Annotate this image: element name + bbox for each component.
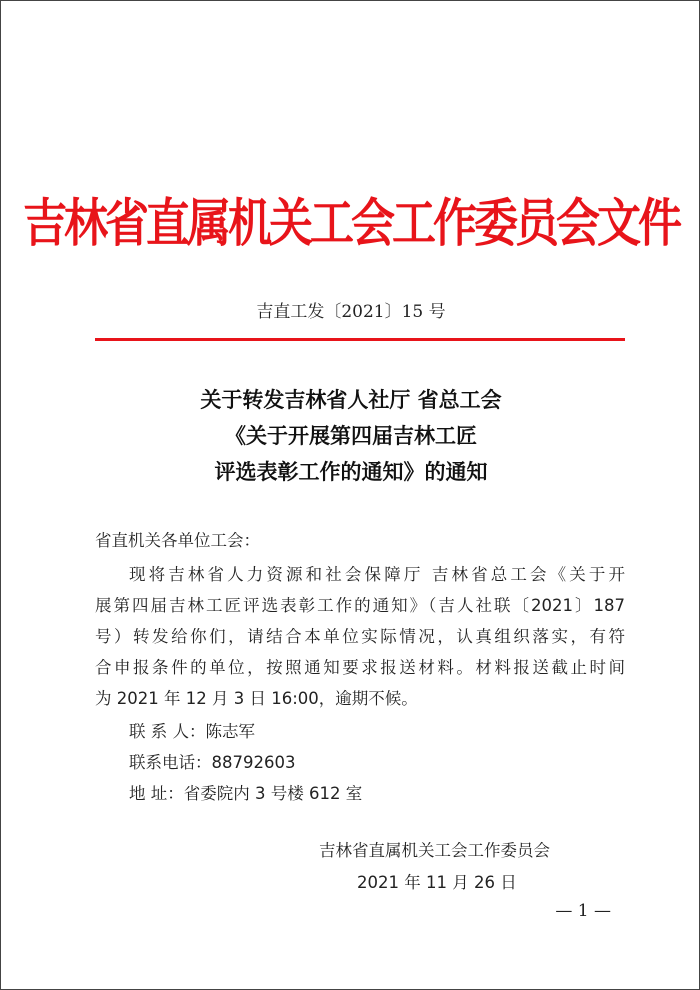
paragraph-line-2: 展第四届吉林工匠评选表彰工作的通知》（吉人社联〔2021〕187 [95,596,625,615]
document-number: 吉直工发〔2021〕15 号 [256,302,446,322]
paragraph-line-5: 为 2021 年 12 月 3 日 16:00，逾期不候。 [95,689,418,708]
issuer-title: 吉林省直属机关工会工作委员会文件 [23,193,679,254]
contact-address: 地 址：省委院内 3 号楼 612 室 [129,784,363,803]
red-divider-line [95,338,625,341]
signature-date: 2021 年 11 月 26 日 [357,873,517,892]
notice-title-line-2: 《关于开展第四届吉林工匠 [225,423,477,448]
notice-title [1,382,700,490]
notice-title-line-1: 关于转发吉林省人社厅 省总工会 [200,387,502,412]
paragraph-line-4: 合申报条件的单位，按照通知要求报送材料。材料报送截止时间 [95,658,625,677]
salutation: 省直机关各单位工会： [95,531,260,550]
contact-person: 联 系 人：陈志军 [129,722,255,741]
paragraph-line-1: 现将吉林省人力资源和社会保障厅 吉林省总工会《关于开 [129,565,625,584]
paragraph-line-3: 号）转发给你们，请结合本单位实际情况，认真组织落实，有符 [95,627,625,646]
notice-title-line-3: 评选表彰工作的通知》的通知 [214,459,488,484]
contact-phone: 联系电话：88792603 [129,753,296,772]
signature-organization: 吉林省直属机关工会工作委员会 [319,841,550,860]
page-number: — 1 — [555,901,611,921]
